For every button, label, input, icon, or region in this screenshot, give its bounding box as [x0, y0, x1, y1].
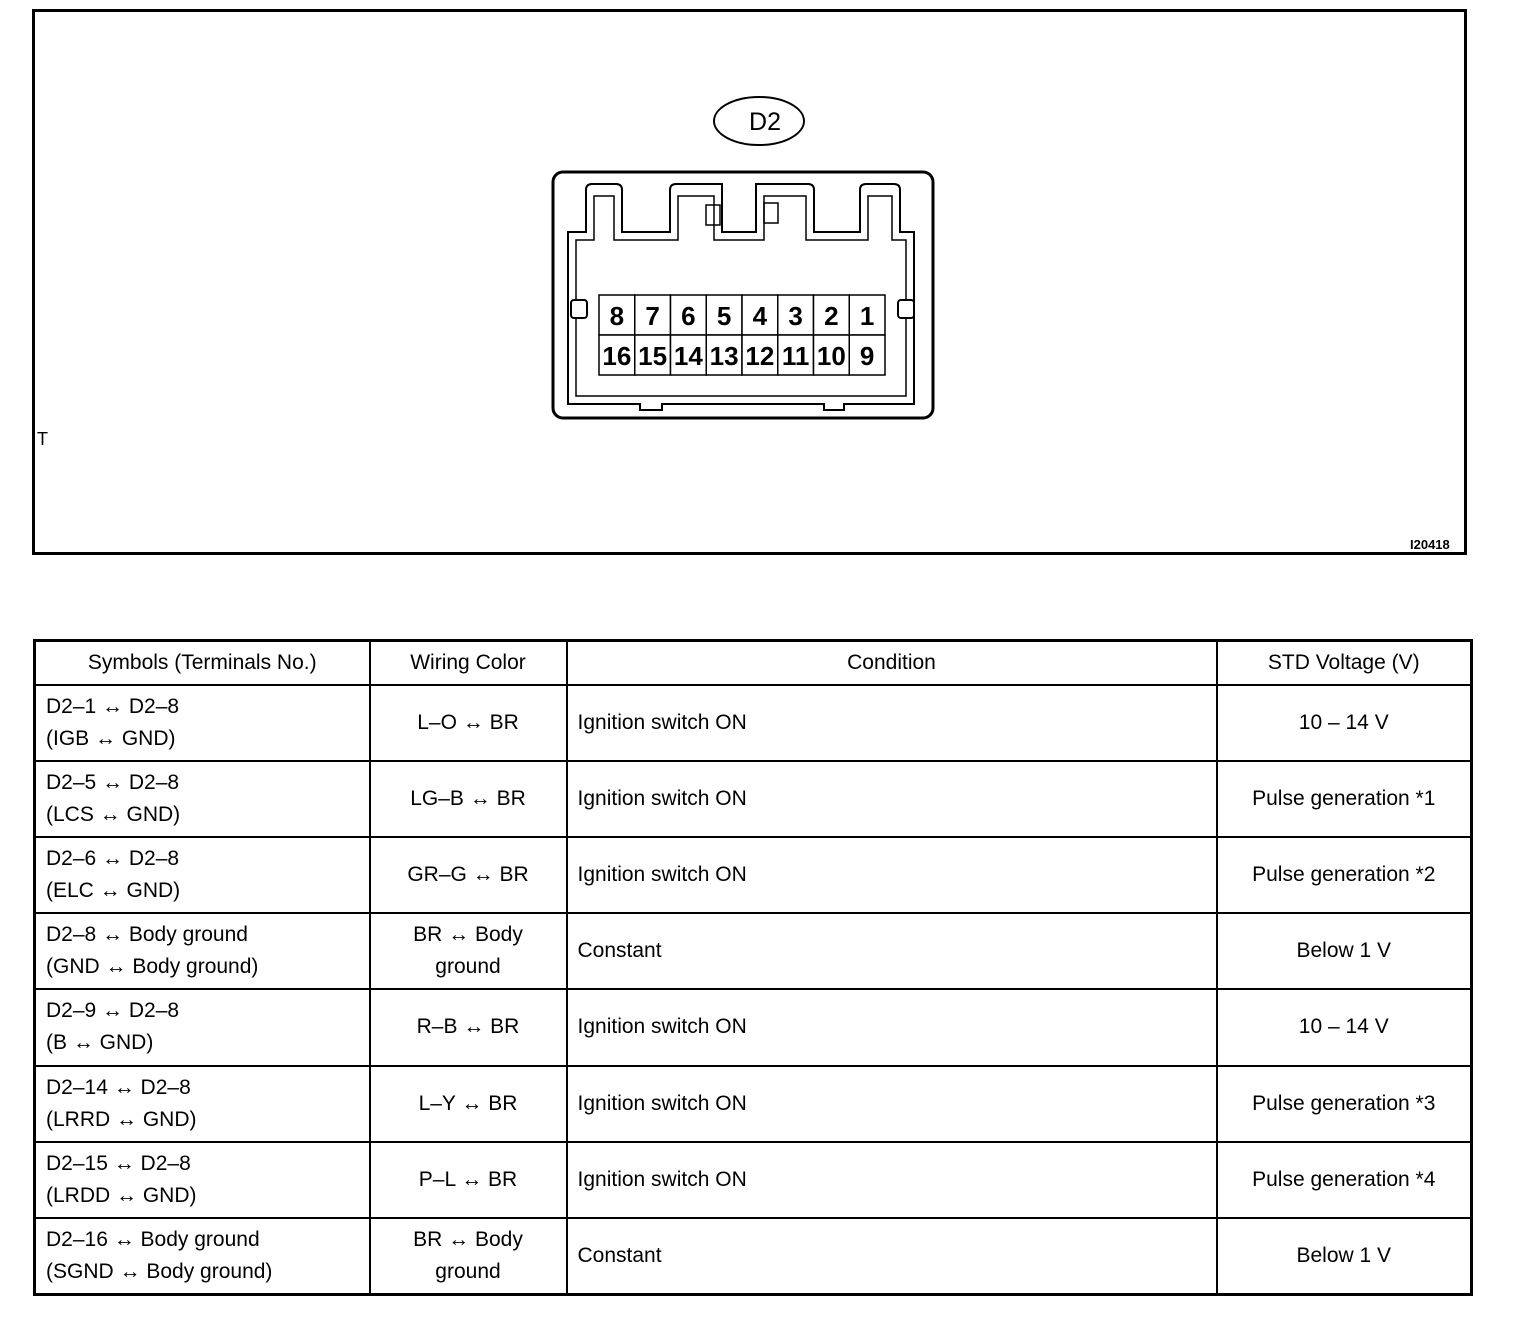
cell-symbols: [35, 761, 370, 837]
cell-std-voltage: Below 1 V: [1217, 1218, 1472, 1295]
pin-number: 8: [609, 301, 625, 331]
table-header-row: [35, 641, 1472, 686]
pin-number: 11: [781, 341, 810, 371]
table-row: [35, 1142, 1472, 1218]
pin-number: 5: [716, 301, 732, 331]
symbol-text: (IGB ↔ GND): [46, 727, 176, 751]
cell-std-voltage: Pulse generation *2: [1217, 837, 1472, 913]
cell-std-voltage: Below 1 V: [1217, 913, 1472, 989]
symbol-text: D2–9 ↔ D2–8: [46, 999, 180, 1023]
cell-std-voltage: Pulse generation *1: [1217, 761, 1472, 837]
cell-std-voltage: 10 – 14 V: [1217, 685, 1472, 761]
pin-number: 10: [816, 341, 846, 371]
symbol-text: D2–6 ↔ D2–8: [46, 847, 180, 871]
pin-number: 6: [681, 301, 696, 331]
cell-symbols: [35, 913, 370, 989]
connector-label: D2: [749, 108, 781, 136]
header-wiring-color: Wiring Color: [370, 641, 567, 686]
symbol-text: (LCS ↔ GND): [46, 803, 181, 827]
cell-symbols: [35, 989, 370, 1065]
pin-number: 4: [752, 301, 768, 331]
header-condition: Condition: [567, 641, 1217, 686]
wiring-text: L–Y ↔ BR: [418, 1091, 518, 1115]
terminal-table: [33, 639, 1473, 1296]
cell-wiring-color: [370, 837, 567, 913]
cell-condition: Constant: [567, 913, 1217, 989]
symbol-text: (SGND ↔ Body ground): [46, 1259, 273, 1283]
pin-number: 9: [859, 341, 875, 371]
cell-wiring-color: [370, 761, 567, 837]
wiring-text: ground: [435, 955, 501, 979]
table-row: [35, 761, 1472, 837]
header-std-voltage: STD Voltage (V): [1217, 641, 1472, 686]
symbol-text: D2–16 ↔ Body ground: [46, 1227, 260, 1251]
wiring-text: P–L ↔ BR: [418, 1167, 518, 1191]
wiring-text: GR–G ↔ BR: [407, 863, 529, 887]
pin-number: 1: [859, 301, 875, 331]
symbol-text: D2–1 ↔ D2–8: [46, 695, 180, 719]
wiring-text: LG–B ↔ BR: [410, 787, 526, 811]
cell-condition: Ignition switch ON: [567, 989, 1217, 1065]
cell-symbols: [35, 1218, 370, 1295]
connector-key-left: [706, 205, 720, 225]
pin-number: 2: [824, 301, 839, 331]
cell-condition: Constant: [567, 1218, 1217, 1295]
wiring-text: BR ↔ Body: [413, 1227, 523, 1251]
pin-number: 3: [788, 301, 803, 331]
pin-number: 14: [673, 341, 703, 371]
symbol-text: (B ↔ GND): [46, 1031, 154, 1055]
table-row: [35, 913, 1472, 989]
symbol-text: D2–5 ↔ D2–8: [46, 771, 180, 795]
cell-condition: Ignition switch ON: [567, 1142, 1217, 1218]
cell-symbols: [35, 1066, 370, 1142]
pin-number: 13: [709, 341, 739, 371]
pin-number: 12: [745, 341, 775, 371]
cell-std-voltage: 10 – 14 V: [1217, 989, 1472, 1065]
cell-wiring-color: [370, 913, 567, 989]
cell-condition: Ignition switch ON: [567, 761, 1217, 837]
symbol-text: D2–8 ↔ Body ground: [46, 923, 248, 947]
connector-diagram: [0, 0, 1520, 560]
cell-symbols: [35, 837, 370, 913]
pin-number: 15: [638, 341, 668, 371]
connector-key-right: [764, 203, 778, 223]
table-row: [35, 989, 1472, 1065]
cell-std-voltage: Pulse generation *3: [1217, 1066, 1472, 1142]
figure-id: I20418: [1410, 537, 1450, 552]
symbol-text: (LRRD ↔ GND): [46, 1107, 197, 1131]
connector-side-tab-right: [898, 300, 914, 318]
wiring-text: L–O ↔ BR: [417, 711, 519, 735]
wiring-text: ground: [435, 1259, 501, 1283]
symbol-text: (GND ↔ Body ground): [46, 955, 259, 979]
pin-number: 16: [602, 341, 632, 371]
connector-side-tab-left: [571, 300, 587, 318]
cell-condition: Ignition switch ON: [567, 837, 1217, 913]
side-mark: T: [37, 429, 48, 449]
cell-wiring-color: [370, 1066, 567, 1142]
symbol-text: D2–15 ↔ D2–8: [46, 1151, 191, 1175]
table-row: [35, 837, 1472, 913]
header-symbols: Symbols (Terminals No.): [35, 641, 370, 686]
cell-condition: Ignition switch ON: [567, 1066, 1217, 1142]
wiring-text: R–B ↔ BR: [416, 1015, 520, 1039]
cell-condition: Ignition switch ON: [567, 685, 1217, 761]
wiring-text: BR ↔ Body: [413, 923, 523, 947]
cell-wiring-color: [370, 685, 567, 761]
table-row: [35, 1066, 1472, 1142]
pin-number: 7: [645, 301, 660, 331]
table-row: [35, 685, 1472, 761]
symbol-text: (LRDD ↔ GND): [46, 1183, 197, 1207]
symbol-text: D2–14 ↔ D2–8: [46, 1075, 191, 1099]
table-row: [35, 1218, 1472, 1295]
cell-std-voltage: Pulse generation *4: [1217, 1142, 1472, 1218]
cell-wiring-color: [370, 989, 567, 1065]
cell-wiring-color: [370, 1218, 567, 1295]
pin-grid: [599, 295, 885, 375]
cell-symbols: [35, 1142, 370, 1218]
cell-wiring-color: [370, 1142, 567, 1218]
symbol-text: (ELC ↔ GND): [46, 879, 181, 903]
cell-symbols: [35, 685, 370, 761]
